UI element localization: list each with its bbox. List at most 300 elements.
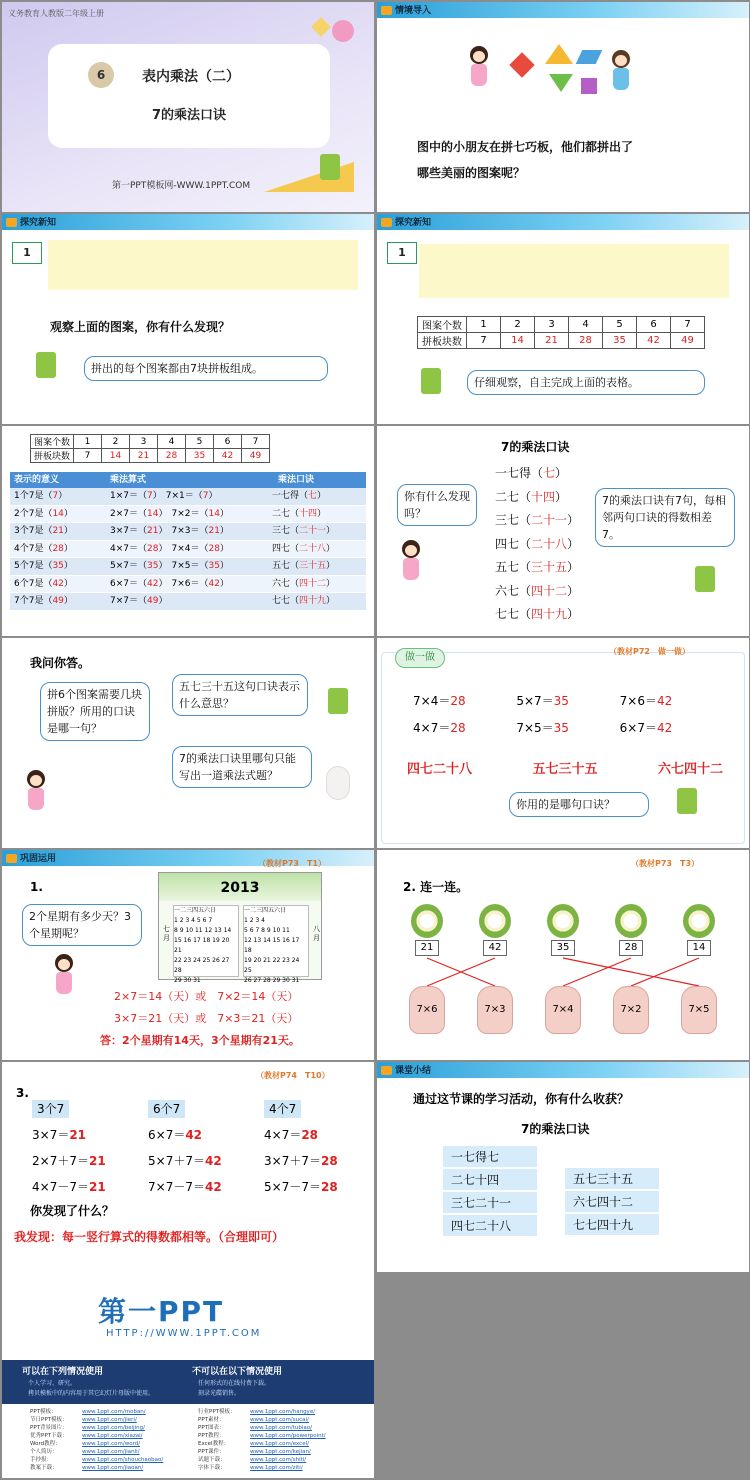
formula-text: 7×3＝（ bbox=[171, 526, 209, 536]
link-url[interactable]: www.1ppt.com/jianli/ bbox=[82, 1449, 140, 1455]
equation-text: 4×7＝ bbox=[413, 721, 451, 735]
link-label: PPT模板： bbox=[30, 1409, 57, 1415]
formula-text: 7×1＝（ bbox=[165, 491, 203, 501]
problem-number: 3. bbox=[16, 1086, 29, 1100]
equation-column bbox=[148, 1096, 258, 1200]
formula-text: 6×7＝（ bbox=[110, 578, 147, 589]
link-url[interactable]: www.1ppt.com/shiti/ bbox=[250, 1457, 307, 1463]
rhyme-cell bbox=[266, 558, 366, 575]
close-paren: ） bbox=[158, 526, 168, 536]
rhyme-text: 四七（ bbox=[272, 543, 300, 554]
formula-value: 21 bbox=[147, 526, 159, 536]
equation bbox=[32, 1122, 142, 1148]
site-text: 第一PPT模板网-WWW.1PPT.COM bbox=[112, 181, 251, 191]
table-cell: 21 bbox=[535, 333, 569, 349]
equation bbox=[413, 719, 516, 736]
link-url[interactable]: www.1ppt.com/ziti/ bbox=[250, 1465, 303, 1471]
table-cell: 14 bbox=[501, 333, 535, 349]
header-bar bbox=[377, 214, 749, 230]
equation bbox=[516, 719, 619, 736]
rhyme-item: 六七四十二 bbox=[565, 1191, 659, 1212]
usage-item: 个人学习、研究。 bbox=[28, 1380, 77, 1387]
close-paren: ） bbox=[555, 489, 568, 504]
rhyme-text: 一七得（ bbox=[272, 491, 309, 501]
rhyme-cell bbox=[266, 576, 366, 593]
link-row bbox=[198, 1424, 368, 1432]
formula-cell bbox=[106, 593, 266, 610]
rhyme-item: 五七三十五 bbox=[565, 1168, 659, 1189]
formula-cell bbox=[106, 488, 266, 505]
slide-consolidate[interactable] bbox=[2, 850, 374, 1060]
link-url[interactable]: www.1ppt.com/hangye/ bbox=[250, 1409, 316, 1415]
rhyme-value: 十四 bbox=[531, 489, 556, 504]
meaning-cell bbox=[10, 593, 106, 610]
calendar bbox=[158, 872, 322, 984]
formula-cell bbox=[106, 523, 266, 540]
close-paren: ） bbox=[317, 491, 327, 501]
close-paren: ） bbox=[567, 583, 580, 598]
rhyme-item: 七七四十九 bbox=[565, 1214, 659, 1235]
equation-text: 4×7＝ bbox=[264, 1128, 302, 1142]
formula-text: 4×7＝（ bbox=[110, 543, 147, 554]
group-label: 4个7 bbox=[264, 1100, 301, 1118]
girl-icon bbox=[24, 770, 48, 814]
usage-item: 刻录光碟销售。 bbox=[198, 1390, 241, 1397]
question-bubble-3: 7的乘法口诀里哪句只能写出一道乘法式题？ bbox=[172, 746, 312, 788]
equation-text: 5×7＝ bbox=[516, 694, 554, 708]
meaning-text: 1个7是（ bbox=[14, 491, 53, 501]
equation-value: 28 bbox=[450, 694, 466, 708]
rhyme-answer: 五七三十五 bbox=[532, 762, 598, 777]
rhyme-item: 一七得七 bbox=[443, 1146, 537, 1167]
slide-summary[interactable] bbox=[377, 1062, 749, 1272]
match-line bbox=[631, 958, 699, 986]
equation-grid bbox=[413, 692, 723, 736]
formula-value: 35 bbox=[147, 561, 159, 571]
table-cell: 5 bbox=[186, 435, 214, 449]
vase-label: 7×6 bbox=[416, 1004, 438, 1015]
rhyme-text: 一七得（ bbox=[495, 466, 544, 480]
rhyme-cell bbox=[266, 541, 366, 558]
meaning-cell bbox=[10, 488, 106, 505]
slide-rhyme[interactable] bbox=[377, 426, 749, 636]
calendar-row: 1 2 3 4 bbox=[244, 917, 265, 924]
link-url[interactable]: www.1ppt.com/beijing/ bbox=[82, 1425, 146, 1431]
table-row bbox=[10, 593, 366, 611]
table-row bbox=[10, 576, 366, 594]
group-label: 3个7 bbox=[32, 1100, 69, 1118]
star-icon bbox=[311, 17, 331, 37]
equation-text: 4×7－7＝ bbox=[32, 1180, 89, 1194]
column-header: 表示的意义 bbox=[14, 475, 60, 485]
equation-text: 7×6＝ bbox=[619, 694, 657, 708]
link-label: PPT背景图片： bbox=[30, 1425, 68, 1431]
meaning-cell bbox=[10, 523, 106, 540]
equation-value: 21 bbox=[88, 1154, 106, 1168]
link-label: 手抄报： bbox=[30, 1457, 53, 1463]
table-cell: 7 bbox=[242, 435, 270, 449]
link-label: PPT课件： bbox=[198, 1449, 225, 1455]
slide-credits[interactable] bbox=[2, 1268, 374, 1478]
textbook-reference: （教材P72 做一做） bbox=[609, 647, 690, 656]
question-text: 通过这节课的学习活动，你有什么收获？ bbox=[413, 1092, 630, 1106]
close-paren: ） bbox=[208, 491, 218, 501]
meaning-value: 42 bbox=[52, 578, 64, 589]
rhyme-line bbox=[495, 509, 579, 533]
rhyme-list-right bbox=[565, 1168, 659, 1237]
equation-value: 42 bbox=[204, 1180, 222, 1194]
formula-text: 7×2＝（ bbox=[171, 508, 209, 519]
link-label: 优秀PPT下载： bbox=[30, 1433, 68, 1439]
publisher-label: 义务教育人教版二年级上册 bbox=[8, 9, 104, 18]
link-label: 个人简历： bbox=[30, 1449, 58, 1455]
slide-intro[interactable] bbox=[377, 2, 749, 212]
usage-cannot-title: 不可以在以下情况使用 bbox=[192, 1367, 283, 1377]
table-cell: 42 bbox=[214, 449, 242, 463]
close-paren: ） bbox=[555, 466, 568, 480]
slide-explore-1[interactable] bbox=[2, 214, 374, 424]
rhyme-line bbox=[495, 556, 579, 580]
equation bbox=[413, 692, 516, 709]
calendar-year: 2013 bbox=[159, 873, 321, 901]
meaning-value: 14 bbox=[52, 508, 64, 519]
meaning-text: 7个7是（ bbox=[14, 596, 53, 606]
meaning-text: 3个7是（ bbox=[14, 526, 53, 536]
formula-value: 42 bbox=[208, 578, 220, 589]
slide-practice[interactable] bbox=[377, 638, 749, 848]
equation-value: 42 bbox=[656, 694, 673, 708]
rhyme-value: 二十八 bbox=[531, 536, 568, 551]
group-label: 6个7 bbox=[148, 1100, 185, 1118]
table-cell: 35 bbox=[186, 449, 214, 463]
table-cell: 21 bbox=[130, 449, 158, 463]
answer-line-2: 3×7＝21（天）或 7×3＝21（天） bbox=[114, 1012, 299, 1025]
section-tag: 探究新知 bbox=[6, 216, 56, 230]
count-table bbox=[30, 434, 270, 463]
link-url[interactable]: www.1ppt.com/tubiao/ bbox=[250, 1425, 312, 1431]
link-label: PPT教程： bbox=[198, 1433, 225, 1439]
rhyme-text: 七七（ bbox=[272, 596, 300, 606]
problem-number: 1 bbox=[387, 242, 417, 264]
tangram-strip bbox=[419, 244, 729, 298]
link-label: 行业PPT模板： bbox=[198, 1409, 236, 1415]
table-row bbox=[10, 541, 366, 559]
equation-text: 7×7－7＝ bbox=[148, 1180, 205, 1194]
formula-text: 7×7＝（ bbox=[110, 596, 147, 606]
calendar-month-grid bbox=[173, 905, 239, 984]
textbook-reference: （教材P73 T3） bbox=[631, 859, 700, 868]
close-paren: ） bbox=[326, 596, 336, 606]
girl-icon bbox=[52, 954, 76, 998]
formula-text: 1×7＝（ bbox=[110, 491, 147, 501]
exercise-title: 2. 连一连。 bbox=[403, 880, 469, 894]
section-title: 我问你答。 bbox=[30, 656, 91, 670]
link-url[interactable]: www.1ppt.com/shouchaobao/ bbox=[82, 1457, 164, 1463]
rhyme-item: 三七二十一 bbox=[443, 1192, 537, 1213]
rhyme-line bbox=[495, 462, 579, 486]
formula-value: 28 bbox=[147, 543, 159, 554]
link-label: 节日PPT模板： bbox=[30, 1417, 68, 1423]
equation bbox=[148, 1148, 258, 1174]
links-left bbox=[30, 1408, 200, 1472]
rhyme-value: 三十五 bbox=[531, 560, 568, 574]
equation-value: 35 bbox=[553, 721, 569, 735]
link-row bbox=[30, 1416, 200, 1424]
link-row bbox=[198, 1416, 368, 1424]
equation bbox=[620, 719, 723, 736]
formula-text: 2×7＝（ bbox=[110, 508, 147, 519]
tangram-shapes bbox=[509, 42, 609, 102]
formula-value: 35 bbox=[208, 561, 220, 571]
page-subtitle: 7的乘法口诀 bbox=[152, 108, 227, 123]
rhyme-text: 五七（ bbox=[272, 561, 300, 571]
row-label: 拼板块数 bbox=[31, 449, 74, 463]
tangram-strip bbox=[48, 240, 358, 290]
slide-match[interactable] bbox=[377, 850, 749, 1060]
table-cell: 35 bbox=[603, 333, 637, 349]
equation-value: 28 bbox=[301, 1128, 319, 1142]
slide-table[interactable] bbox=[2, 426, 374, 636]
meaning-value: 21 bbox=[52, 526, 64, 536]
book-mascot-icon bbox=[320, 154, 340, 180]
slide-cover[interactable] bbox=[2, 2, 374, 212]
rhyme-list-left bbox=[443, 1146, 537, 1238]
number-card: 28 bbox=[619, 940, 643, 956]
meaning-value: 28 bbox=[52, 543, 64, 554]
close-paren: ） bbox=[219, 543, 229, 554]
calendar-head: 一二三四五六日 bbox=[174, 907, 217, 914]
header-bar bbox=[377, 1062, 749, 1078]
formula-value: 14 bbox=[147, 508, 159, 519]
table-cell: 1 bbox=[467, 317, 501, 333]
rhyme-line bbox=[495, 580, 579, 604]
rhyme-text: 三七（ bbox=[272, 526, 300, 536]
meaning-cell bbox=[10, 558, 106, 575]
meaning-value: 49 bbox=[52, 596, 64, 606]
calendar-row: 1 2 3 4 5 6 7 bbox=[174, 917, 213, 924]
rhyme-answer: 六七四十二 bbox=[657, 762, 723, 777]
rhyme-item: 四七二十八 bbox=[443, 1215, 537, 1236]
usage-panel bbox=[2, 1360, 374, 1404]
rhyme-answer: 四七二十八 bbox=[407, 762, 473, 777]
close-paren: ） bbox=[63, 508, 73, 519]
number-card: 35 bbox=[551, 940, 575, 956]
section-tag: 巩固运用 bbox=[6, 852, 56, 866]
calendar-row: 12 13 14 15 16 17 18 bbox=[244, 937, 300, 954]
formula-cell bbox=[106, 506, 266, 523]
problem-number: 1. bbox=[30, 880, 43, 894]
slide-explore-2[interactable] bbox=[377, 214, 749, 424]
equation bbox=[620, 692, 723, 709]
link-url[interactable]: www.1ppt.com/xiazai/ bbox=[82, 1433, 143, 1439]
rhyme-cell bbox=[266, 488, 366, 505]
rhyme-value: 三十五 bbox=[299, 561, 327, 571]
rhyme-text: 五七（ bbox=[495, 560, 532, 574]
link-label: PPT素材： bbox=[198, 1417, 225, 1423]
link-row bbox=[30, 1424, 200, 1432]
boy-icon bbox=[609, 50, 633, 94]
column-header: 乘法算式 bbox=[110, 475, 147, 485]
link-row bbox=[30, 1448, 200, 1456]
link-url[interactable]: www.1ppt.com/jieri/ bbox=[82, 1417, 137, 1423]
close-paren: ） bbox=[219, 526, 229, 536]
link-url[interactable]: www.1ppt.com/jiaoan/ bbox=[82, 1465, 144, 1471]
link-row bbox=[198, 1448, 368, 1456]
close-paren: ） bbox=[317, 508, 327, 519]
link-label: PPT图表： bbox=[198, 1425, 225, 1431]
slide-discover[interactable] bbox=[2, 1062, 374, 1272]
equation bbox=[516, 692, 619, 709]
page-title: 表内乘法（二） bbox=[142, 69, 240, 85]
link-url[interactable]: www.1ppt.com/sucai/ bbox=[250, 1417, 309, 1423]
link-row bbox=[198, 1464, 368, 1472]
rabbit-icon bbox=[326, 766, 350, 800]
rhyme-value: 四十九 bbox=[531, 607, 568, 621]
question-line-1: 图中的小朋友在拼七巧板，他们都拼出了 bbox=[417, 140, 634, 154]
close-paren: ） bbox=[326, 561, 336, 571]
table-cell: 6 bbox=[214, 435, 242, 449]
calendar-month-grid bbox=[243, 905, 309, 984]
calendar-row: 29 30 31 bbox=[174, 977, 201, 984]
equation-text: 6×7＝ bbox=[148, 1128, 186, 1142]
triangle-decoration bbox=[264, 162, 354, 192]
section-tag: 情境导入 bbox=[381, 4, 431, 18]
close-paren: ） bbox=[567, 560, 580, 574]
match-line bbox=[563, 958, 631, 986]
column-header: 乘法口诀 bbox=[278, 475, 315, 485]
rhyme-text: 三七（ bbox=[495, 513, 532, 527]
calendar-row: 15 16 17 18 19 20 21 bbox=[174, 937, 230, 954]
table-cell: 4 bbox=[158, 435, 186, 449]
link-url[interactable]: www.1ppt.com/moban/ bbox=[82, 1409, 146, 1415]
rhyme-value: 四十九 bbox=[299, 596, 327, 606]
equation-columns bbox=[32, 1096, 362, 1206]
table-row bbox=[10, 506, 366, 524]
rhyme-item: 二七十四 bbox=[443, 1169, 537, 1190]
rhyme-cell bbox=[266, 523, 366, 540]
links-right bbox=[198, 1408, 368, 1472]
close-paren: ） bbox=[158, 561, 168, 571]
close-paren: ） bbox=[152, 491, 162, 501]
link-label: Word教程： bbox=[30, 1441, 61, 1447]
link-row bbox=[30, 1408, 200, 1416]
meaning-cell bbox=[10, 576, 106, 593]
link-url[interactable]: www.1ppt.com/word/ bbox=[82, 1441, 141, 1447]
table-cell: 42 bbox=[637, 333, 671, 349]
table-cell: 2 bbox=[501, 317, 535, 333]
site-url: HTTP://WWW.1PPT.COM bbox=[106, 1328, 262, 1339]
calendar-row: 19 20 21 22 23 24 25 bbox=[244, 957, 300, 974]
formula-text: 7×4＝（ bbox=[171, 543, 209, 554]
meaning-value: 35 bbox=[52, 561, 64, 571]
close-paren: ） bbox=[58, 491, 68, 501]
rhyme-text: 二七（ bbox=[272, 508, 300, 519]
table-cell: 28 bbox=[569, 333, 603, 349]
question-text: 你发现了什么？ bbox=[30, 1204, 115, 1218]
usage-item: 拷贝模板中的内容用于其它幻灯片母版中使用。 bbox=[28, 1390, 155, 1397]
meaning-text: 6个7是（ bbox=[14, 578, 53, 589]
link-row bbox=[198, 1432, 368, 1440]
textbook-reference: （教材P74 T10） bbox=[256, 1071, 330, 1080]
link-url[interactable]: www.1ppt.com/powerpoint/ bbox=[250, 1433, 326, 1439]
close-paren: ） bbox=[63, 543, 73, 554]
table-cell: 7 bbox=[74, 449, 102, 463]
rhyme-answers bbox=[407, 758, 723, 777]
equation-value: 42 bbox=[656, 721, 673, 735]
table-cell: 3 bbox=[130, 435, 158, 449]
link-row bbox=[30, 1440, 200, 1448]
question-line-2: 哪些美丽的图案呢？ bbox=[417, 166, 526, 180]
rhyme-line bbox=[495, 603, 579, 627]
equation bbox=[32, 1148, 142, 1174]
close-paren: ） bbox=[326, 543, 336, 554]
table-cell: 3 bbox=[535, 317, 569, 333]
formula-value: 49 bbox=[147, 596, 159, 606]
rhyme-cell bbox=[266, 593, 366, 610]
rhyme-text: 六七（ bbox=[272, 578, 300, 589]
equation-text: 6×7＝ bbox=[619, 721, 657, 735]
rhyme-value: 十四 bbox=[299, 508, 318, 519]
close-paren: ） bbox=[158, 508, 168, 519]
link-label: 试题下载： bbox=[198, 1457, 226, 1463]
table-cell: 2 bbox=[102, 435, 130, 449]
slide-qa[interactable] bbox=[2, 638, 374, 848]
formula-text: 7×6＝（ bbox=[171, 578, 209, 589]
summary-title: 7的乘法口诀 bbox=[521, 1122, 590, 1136]
note-bubble: 7的乘法口诀有7句，每相邻两句口诀的得数相差7。 bbox=[595, 488, 735, 547]
section-tag: 课堂小结 bbox=[381, 1064, 431, 1078]
calendar-row: 8 9 10 11 12 13 14 bbox=[174, 927, 232, 934]
close-paren: ） bbox=[326, 578, 336, 589]
table-cell: 5 bbox=[603, 317, 637, 333]
close-paren: ） bbox=[63, 596, 73, 606]
link-url[interactable]: www.1ppt.com/excel/ bbox=[250, 1441, 309, 1447]
link-url[interactable]: www.1ppt.com/kejian/ bbox=[250, 1449, 311, 1455]
formula-value: 42 bbox=[147, 578, 159, 589]
rhyme-text: 四七（ bbox=[495, 536, 532, 551]
row-label: 拼板块数 bbox=[418, 333, 467, 349]
formula-cell bbox=[106, 576, 266, 593]
rhyme-value: 二十一 bbox=[299, 526, 327, 536]
answer-bubble: 拼出的每个图案都由7块拼板组成。 bbox=[84, 356, 328, 381]
vase-label: 7×4 bbox=[552, 1004, 574, 1015]
number-card: 14 bbox=[687, 940, 711, 956]
equation-text: 3×7＝ bbox=[32, 1128, 70, 1142]
equation bbox=[264, 1174, 374, 1200]
table-row bbox=[10, 523, 366, 541]
flower-icon bbox=[615, 904, 647, 938]
question-text: 观察上面的图案，你有什么发现？ bbox=[50, 320, 231, 334]
close-paren: ） bbox=[63, 526, 73, 536]
girl-icon bbox=[399, 540, 423, 584]
link-row bbox=[30, 1456, 200, 1464]
close-paren: ） bbox=[219, 561, 229, 571]
rhyme-title: 7的乘法口诀 bbox=[501, 440, 570, 454]
equation-value: 35 bbox=[553, 694, 569, 708]
equation bbox=[32, 1174, 142, 1200]
equation-text: 2×7＋7＝ bbox=[32, 1154, 89, 1168]
close-paren: ） bbox=[326, 526, 336, 536]
usage-item: 任何形式的在线付费下载。 bbox=[198, 1380, 271, 1387]
textbook-reference: （教材P73 T1） bbox=[258, 859, 327, 868]
equation bbox=[148, 1122, 258, 1148]
calendar-row: 5 6 7 8 9 10 11 bbox=[244, 927, 290, 934]
rhyme-cell bbox=[266, 506, 366, 523]
flower-icon bbox=[332, 20, 354, 42]
flower-icon bbox=[479, 904, 511, 938]
rhyme-list bbox=[495, 462, 579, 627]
book-mascot-icon bbox=[695, 566, 715, 592]
